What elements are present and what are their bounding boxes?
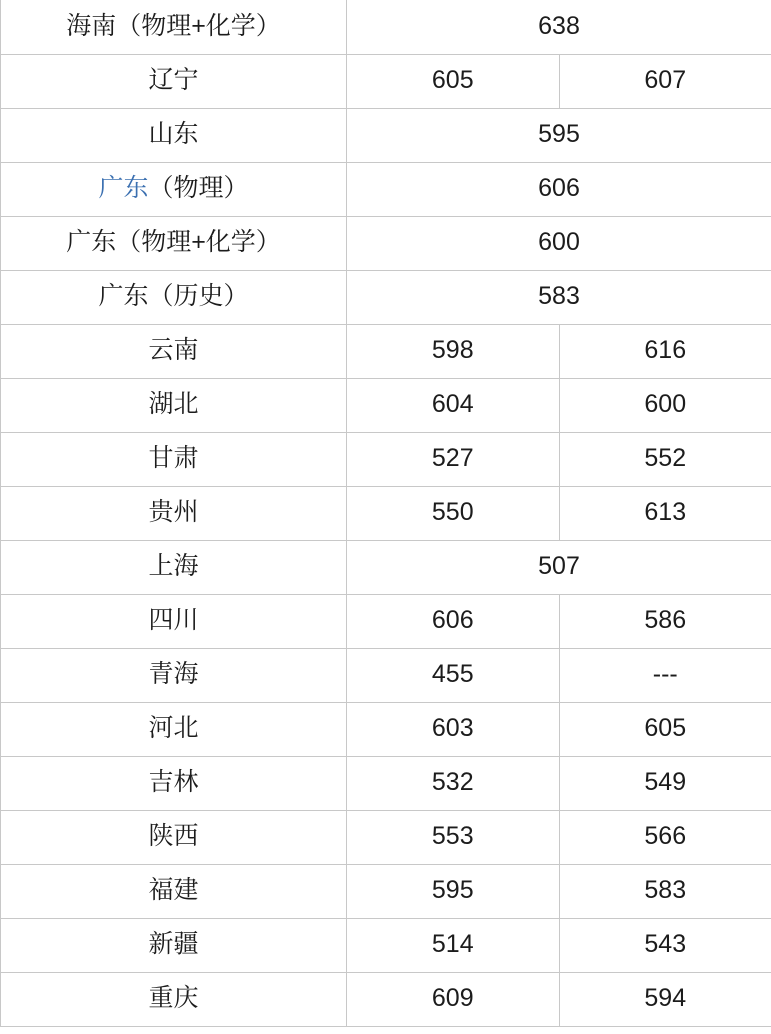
region-cell: 广东（历史） (1, 270, 347, 324)
region-cell: 河北 (1, 702, 347, 756)
score-cell-second: 594 (559, 972, 771, 1026)
region-cell: 上海 (1, 540, 347, 594)
score-cell: 606 (347, 162, 771, 216)
table-row (1, 540, 771, 594)
score-cell: 583 (347, 270, 771, 324)
table-row (1, 702, 771, 756)
score-cell-second: 586 (559, 594, 771, 648)
table-row (1, 216, 771, 270)
table-row (1, 918, 771, 972)
score-cell: 595 (347, 108, 771, 162)
region-cell: 湖北 (1, 378, 347, 432)
score-cell-first: 527 (347, 432, 560, 486)
table-row (1, 162, 771, 216)
score-cell-second: 607 (559, 54, 771, 108)
region-cell: 贵州 (1, 486, 347, 540)
region-cell: 辽宁 (1, 54, 347, 108)
table-row (1, 432, 771, 486)
table-row (1, 108, 771, 162)
score-cell-first: 609 (347, 972, 560, 1026)
score-cell-second: 583 (559, 864, 771, 918)
score-cell-first: 532 (347, 756, 560, 810)
table-row (1, 324, 771, 378)
score-cell-second: 543 (559, 918, 771, 972)
table-row (1, 648, 771, 702)
score-cell-first: 514 (347, 918, 560, 972)
score-cell-first: 550 (347, 486, 560, 540)
table-row (1, 486, 771, 540)
score-cell-second: 549 (559, 756, 771, 810)
region-name: 广东 (98, 174, 149, 203)
score-cell-first: 455 (347, 648, 560, 702)
score-cell-first: 604 (347, 378, 560, 432)
score-cell: 507 (347, 540, 771, 594)
table-row (1, 756, 771, 810)
region-cell: 山东 (1, 108, 347, 162)
table-row (1, 0, 771, 54)
score-cell-first: 606 (347, 594, 560, 648)
region-cell: 福建 (1, 864, 347, 918)
score-cell: 600 (347, 216, 771, 270)
score-cell: 638 (347, 0, 771, 54)
score-cell-first: 595 (347, 864, 560, 918)
score-cell-first: 598 (347, 324, 560, 378)
score-cell-second: 600 (559, 378, 771, 432)
score-cell-second: 552 (559, 432, 771, 486)
score-cell-second: 613 (559, 486, 771, 540)
score-cell-second: 566 (559, 810, 771, 864)
table-row (1, 54, 771, 108)
region-cell: 青海 (1, 648, 347, 702)
score-cell-second: --- (559, 648, 771, 702)
region-cell: 云南 (1, 324, 347, 378)
region-cell: 甘肃 (1, 432, 347, 486)
region-cell: 四川 (1, 594, 347, 648)
region-cell: 重庆 (1, 972, 347, 1026)
table-row (1, 270, 771, 324)
region-cell: 海南（物理+化学） (1, 0, 347, 54)
table-row (1, 864, 771, 918)
region-cell: 新疆 (1, 918, 347, 972)
score-cell-first: 603 (347, 702, 560, 756)
region-cell: 吉林 (1, 756, 347, 810)
score-cell-first: 553 (347, 810, 560, 864)
table-row (1, 378, 771, 432)
score-table-body (1, 0, 771, 1026)
region-cell: 广东（物理+化学） (1, 216, 347, 270)
region-cell (1, 162, 347, 216)
score-cell-second: 605 (559, 702, 771, 756)
score-cell-second: 616 (559, 324, 771, 378)
region-cell: 陕西 (1, 810, 347, 864)
table-row (1, 594, 771, 648)
region-qualifier: （物理） (148, 174, 249, 203)
score-cell-first: 605 (347, 54, 560, 108)
table-row (1, 972, 771, 1026)
table-row (1, 810, 771, 864)
